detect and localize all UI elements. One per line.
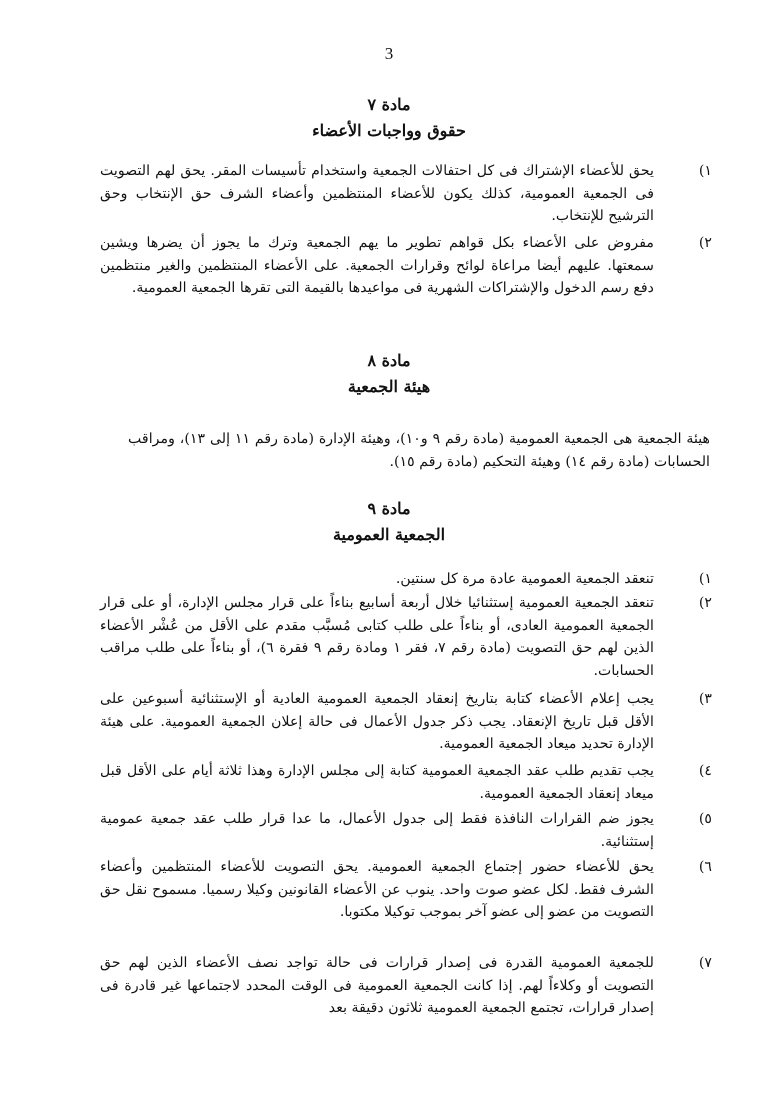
item-text: يحق للأعضاء الإشتراك فى كل احتفالات الجمعية واستخدام تأسيسات المقر. يحق لهم التصويت فى الجمعية العمومية، كذلك يكون للأعضاء المنتظمين وأعضاء الشرف حق الإنتخاب وحق الترشيح للإنتخاب. (100, 163, 654, 225)
article-8-heading (0, 348, 778, 400)
list-item (100, 808, 712, 853)
item-text: تنعقد الجمعية العمومية عادة مرة كل سنتين. (395, 571, 654, 587)
item-number: ٧) (698, 955, 712, 971)
article-subtitle: هيئة الجمعية (347, 377, 431, 396)
article-title: مادة ٩ (367, 499, 411, 518)
item-text: يجب تقديم طلب عقد الجمعية العمومية كتابة إلى مجلس الإدارة وهذا ثلاثة أيام على الأقل قبل ميعاد إنعقاد الجمعية العمومية. (100, 763, 654, 802)
item-text: تنعقد الجمعية العمومية إستثنائيا خلال أربعة أسابيع بناءاً على قرار مجلس الإدارة، أو على قرار الجمعية العمومية العادى، أو بناءاً على طلب كتابى مُسبَّب مقدم على الأقل من عُشْر الأعضاء الذين لهم حق التصويت (مادة رقم ٧، فقر ١ ومادة رقم ٩ فقرة ٦)، أو بناءاً على طلب مراقب الحسابات. (100, 595, 654, 679)
item-number: ١) (698, 163, 712, 179)
list-item (100, 856, 712, 924)
item-text: يحق للأعضاء حضور إجتماع الجمعية العمومية. يحق التصويت للأعضاء المنتظمين وأعضاء الشرف فقط. لكل عضو صوت واحد. ينوب عن الأعضاء القانونين وكيلا رسميا. مسموح نقل حق التصويت من عضو إلى عضو آخر بموجب توكيلا مكتوبا. (100, 859, 654, 921)
item-number: ٢) (698, 235, 712, 251)
item-text: مفروض على الأعضاء بكل قواهم تطوير ما يهم الجمعية وترك ما يجوز أن يضرها ويشين سمعتها. عليهم أيضا مراعاة لوائح وقرارات الجمعية. على الأعضاء المنتظمين والغير منتظمين دفع رسم الدخول والإشتراكات الشهرية فى مواعيدها بالقيمة التى تقرها الجمعية العمومية. (100, 235, 654, 297)
article-8-paragraph: هيئة الجمعية هى الجمعية العمومية (مادة رقم ٩ و١٠)، وهيئة الإدارة (مادة رقم ١١ إلى ١٣)، ومراقب الحسابات (مادة رقم ١٤) وهيئة التحكيم (مادة رقم ١٥). (128, 431, 711, 470)
item-text: للجمعية العمومية القدرة فى إصدار قرارات فى حالة تواجد نصف الأعضاء الذين لهم حق التصويت أو وكلاءاً لهم. إذا كانت الجمعية العمومية فى الوقت المحدد لاجتماعها غير قادرة فى إصدار قرارات، تجتمع الجمعية العمومية ثلاثون دقيقة بعد (100, 955, 654, 1017)
list-item (100, 760, 712, 805)
item-text: يجوز ضم القرارات النافذة فقط إلى جدول الأعمال، ما عدا قرار طلب عقد جمعية عمومية إستثنائية. (100, 811, 654, 850)
article-subtitle: حقوق وواجبات الأعضاء (312, 121, 466, 140)
list-item (100, 592, 712, 682)
item-number: ٦) (698, 859, 712, 875)
article-7-heading (0, 92, 778, 144)
item-number: ٤) (698, 763, 712, 779)
article-subtitle: الجمعية العمومية (332, 525, 446, 544)
item-number: ١) (698, 571, 712, 587)
item-number: ٣) (698, 691, 712, 707)
list-item (100, 952, 712, 1020)
list-item (100, 160, 712, 228)
item-text: يجب إعلام الأعضاء كتابة بتاريخ إنعقاد الجمعية العمومية العادية أو الإستثنائية أسبوعين على الأقل قبل تاريخ الإنعقاد. يجب ذكر جدول الأعمال فى حالة إعلان الجمعية العمومية. على هيئة الإدارة تحديد ميعاد الجمعية العمومية. (100, 691, 654, 753)
list-item (100, 568, 712, 591)
item-number: ٥) (698, 811, 712, 827)
article-title: مادة ٨ (367, 351, 411, 370)
list-item (100, 688, 712, 756)
item-number: ٢) (698, 595, 712, 611)
page-number: 3 (384, 44, 394, 63)
article-title: مادة ٧ (367, 95, 411, 114)
list-item (100, 232, 712, 300)
article-9-heading (0, 496, 778, 548)
